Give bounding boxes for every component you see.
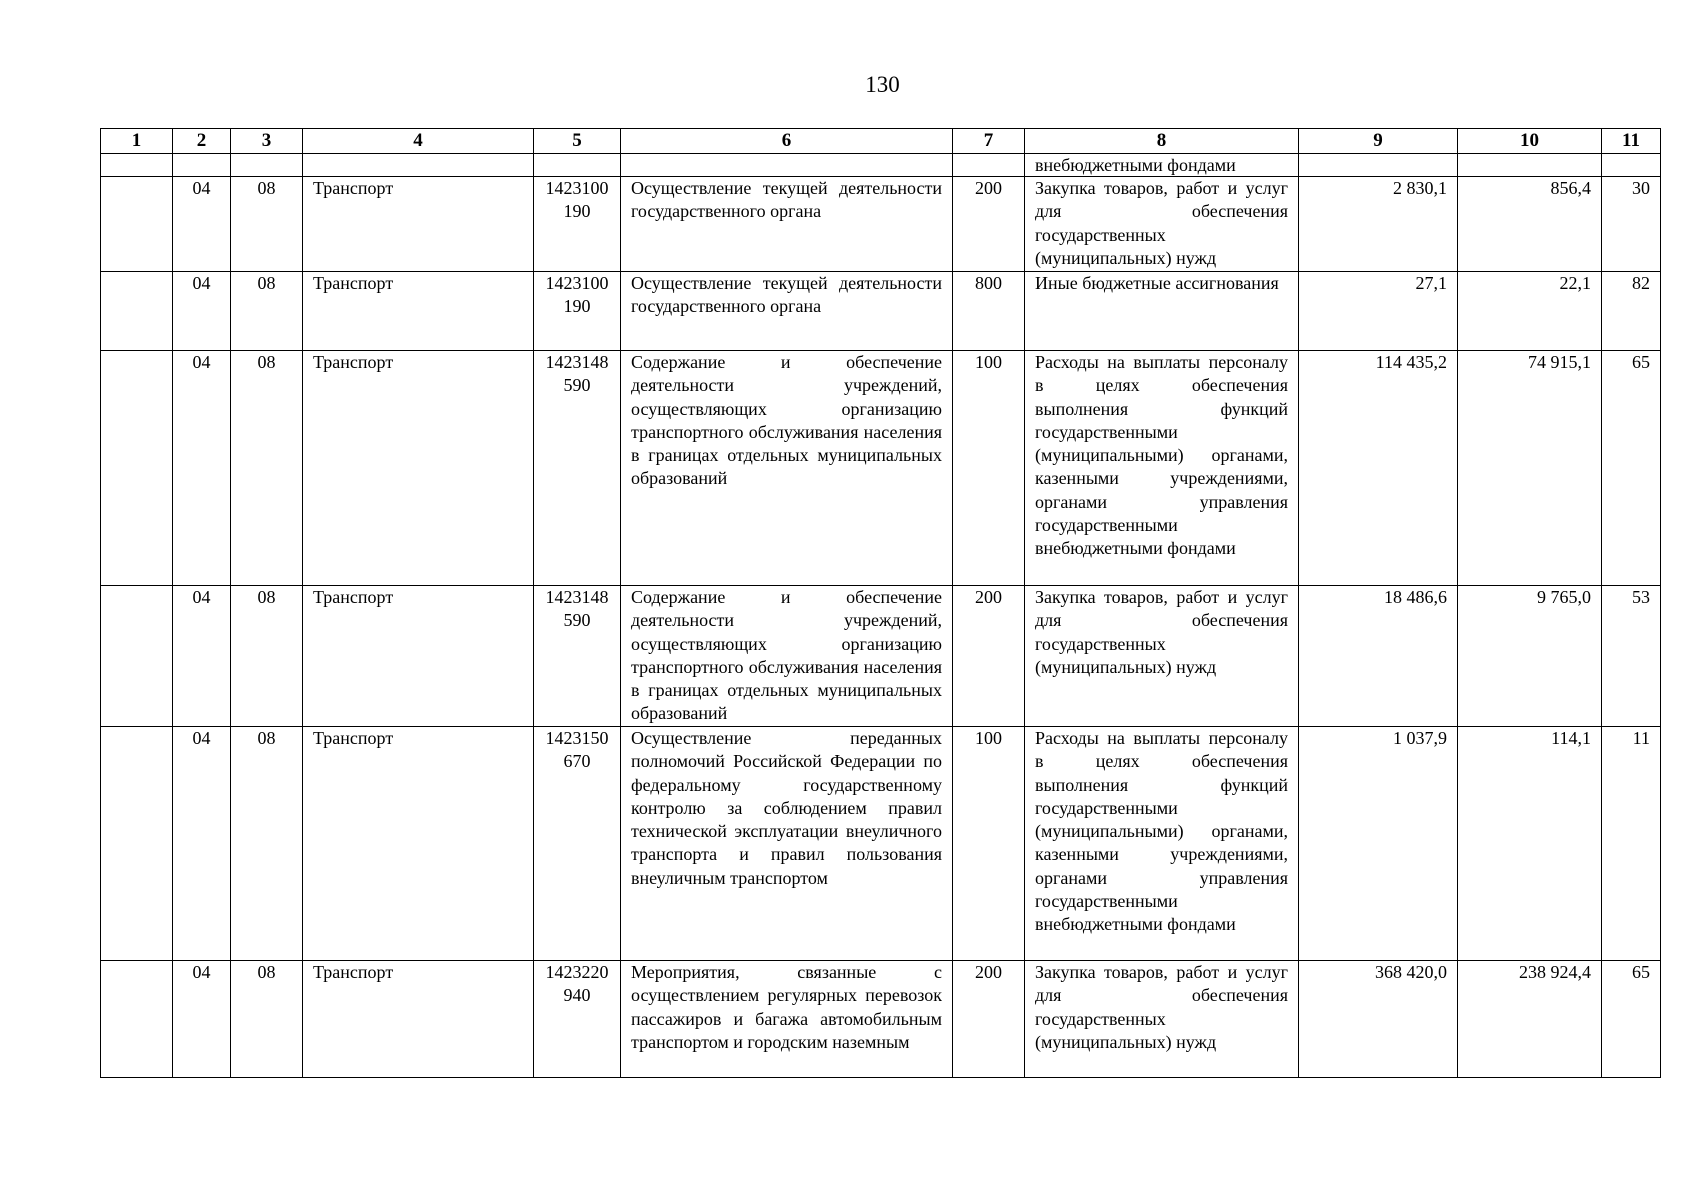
expense-code-cell: 200 (953, 961, 1025, 1078)
expense-code-cell: 200 (953, 177, 1025, 272)
table-cell (621, 154, 953, 177)
table-cell (953, 154, 1025, 177)
percent-cell: 11 (1602, 727, 1661, 961)
amount-actual-cell: 74 915,1 (1458, 351, 1602, 586)
section-code-cell: 04 (173, 177, 231, 272)
percent-cell: 82 (1602, 272, 1661, 351)
header-cell: 9 (1299, 129, 1458, 154)
expense-type-cell: Закупка товаров, работ и услуг для обеспечения государственных (муниципальных) нужд (1025, 177, 1299, 272)
expense-type-cell: Закупка товаров, работ и услуг для обеспечения государственных (муниципальных) нужд (1025, 961, 1299, 1078)
table-cell (231, 154, 303, 177)
description-cell: Содержание и обеспечение деятельности учреждений, осуществляющих организацию транспортного обслуживания населения в границах отдельных муниципальных образований (621, 351, 953, 586)
percent-cell: 30 (1602, 177, 1661, 272)
col1-cell (101, 351, 173, 586)
header-cell: 7 (953, 129, 1025, 154)
amount-plan-cell: 114 435,2 (1299, 351, 1458, 586)
expense-code-cell: 100 (953, 727, 1025, 961)
header-cell: 8 (1025, 129, 1299, 154)
amount-plan-cell: 368 420,0 (1299, 961, 1458, 1078)
subsection-code-cell: 08 (231, 961, 303, 1078)
expense-type-cell: Расходы на выплаты персоналу в целях обеспечения выполнения функций государственными (муниципальными) органами, казенными учреждениями, органами управления государственными внебюджетными фондами (1025, 727, 1299, 961)
table-cell (534, 154, 621, 177)
table-row (101, 586, 1661, 727)
col1-cell (101, 961, 173, 1078)
table-cell (1299, 154, 1458, 177)
section-code-cell: 04 (173, 961, 231, 1078)
percent-cell: 65 (1602, 961, 1661, 1078)
description-cell: Содержание и обеспечение деятельности учреждений, осуществляющих организацию транспортного обслуживания населения в границах отдельных муниципальных образований (621, 586, 953, 727)
expense-code-cell: 800 (953, 272, 1025, 351)
table-row (101, 177, 1661, 272)
expense-type-cell: Закупка товаров, работ и услуг для обеспечения государственных (муниципальных) нужд (1025, 586, 1299, 727)
subsection-code-cell: 08 (231, 727, 303, 961)
amount-actual-cell: 856,4 (1458, 177, 1602, 272)
table-cell (1602, 154, 1661, 177)
header-cell: 4 (303, 129, 534, 154)
col1-cell (101, 272, 173, 351)
header-cell: 6 (621, 129, 953, 154)
header-cell: 10 (1458, 129, 1602, 154)
header-cell: 2 (173, 129, 231, 154)
budget-table (100, 128, 1661, 1078)
header-cell: 5 (534, 129, 621, 154)
expense-type-cell: Расходы на выплаты персоналу в целях обеспечения выполнения функций государственными (муниципальными) органами, казенными учреждениями, органами управления государственными внебюджетными фондами (1025, 351, 1299, 586)
amount-plan-cell: 27,1 (1299, 272, 1458, 351)
expense-type-cell: Иные бюджетные ассигнования (1025, 272, 1299, 351)
col1-cell (101, 727, 173, 961)
header-cell: 1 (101, 129, 173, 154)
table-cell (1458, 154, 1602, 177)
expense-code-cell: 100 (953, 351, 1025, 586)
percent-cell: 53 (1602, 586, 1661, 727)
description-cell: Осуществление текущей деятельности государственного органа (621, 272, 953, 351)
section-name-cell: Транспорт (303, 351, 534, 586)
table-cell (303, 154, 534, 177)
table-row (101, 961, 1661, 1078)
page-number: 130 (865, 72, 900, 97)
amount-actual-cell: 9 765,0 (1458, 586, 1602, 727)
table-cell (173, 154, 231, 177)
table-cell (101, 154, 173, 177)
section-name-cell: Транспорт (303, 727, 534, 961)
section-name-cell: Транспорт (303, 586, 534, 727)
section-code-cell: 04 (173, 727, 231, 961)
description-cell: Осуществление переданных полномочий Российской Федерации по федеральному государственному контролю за соблюдением правил технической эксплуатации внеуличного транспорта и правил пользования внеуличным транспортом (621, 727, 953, 961)
amount-plan-cell: 18 486,6 (1299, 586, 1458, 727)
subsection-code-cell: 08 (231, 272, 303, 351)
target-code-cell: 1423148590 (534, 351, 621, 586)
expense-type-cell: внебюджетными фондами (1025, 154, 1299, 177)
target-code-cell: 1423220940 (534, 961, 621, 1078)
target-code-cell: 1423100190 (534, 177, 621, 272)
table-row (101, 351, 1661, 586)
col1-cell (101, 586, 173, 727)
subsection-code-cell: 08 (231, 177, 303, 272)
header-cell: 11 (1602, 129, 1661, 154)
amount-actual-cell: 22,1 (1458, 272, 1602, 351)
subsection-code-cell: 08 (231, 586, 303, 727)
table-row (101, 272, 1661, 351)
amount-actual-cell: 238 924,4 (1458, 961, 1602, 1078)
target-code-cell: 1423150670 (534, 727, 621, 961)
section-name-cell: Транспорт (303, 177, 534, 272)
header-cell: 3 (231, 129, 303, 154)
description-cell: Осуществление текущей деятельности государственного органа (621, 177, 953, 272)
percent-cell: 65 (1602, 351, 1661, 586)
target-code-cell: 1423148590 (534, 586, 621, 727)
section-code-cell: 04 (173, 351, 231, 586)
table-row (101, 727, 1661, 961)
col1-cell (101, 177, 173, 272)
section-name-cell: Транспорт (303, 961, 534, 1078)
target-code-cell: 1423100190 (534, 272, 621, 351)
section-code-cell: 04 (173, 586, 231, 727)
section-name-cell: Транспорт (303, 272, 534, 351)
section-code-cell: 04 (173, 272, 231, 351)
amount-actual-cell: 114,1 (1458, 727, 1602, 961)
subsection-code-cell: 08 (231, 351, 303, 586)
amount-plan-cell: 2 830,1 (1299, 177, 1458, 272)
continuation-row (101, 154, 1661, 177)
description-cell: Мероприятия, связанные с осуществлением регулярных перевозок пассажиров и багажа автомобильным транспортом и городским наземным (621, 961, 953, 1078)
header-row (101, 129, 1661, 154)
expense-code-cell: 200 (953, 586, 1025, 727)
amount-plan-cell: 1 037,9 (1299, 727, 1458, 961)
